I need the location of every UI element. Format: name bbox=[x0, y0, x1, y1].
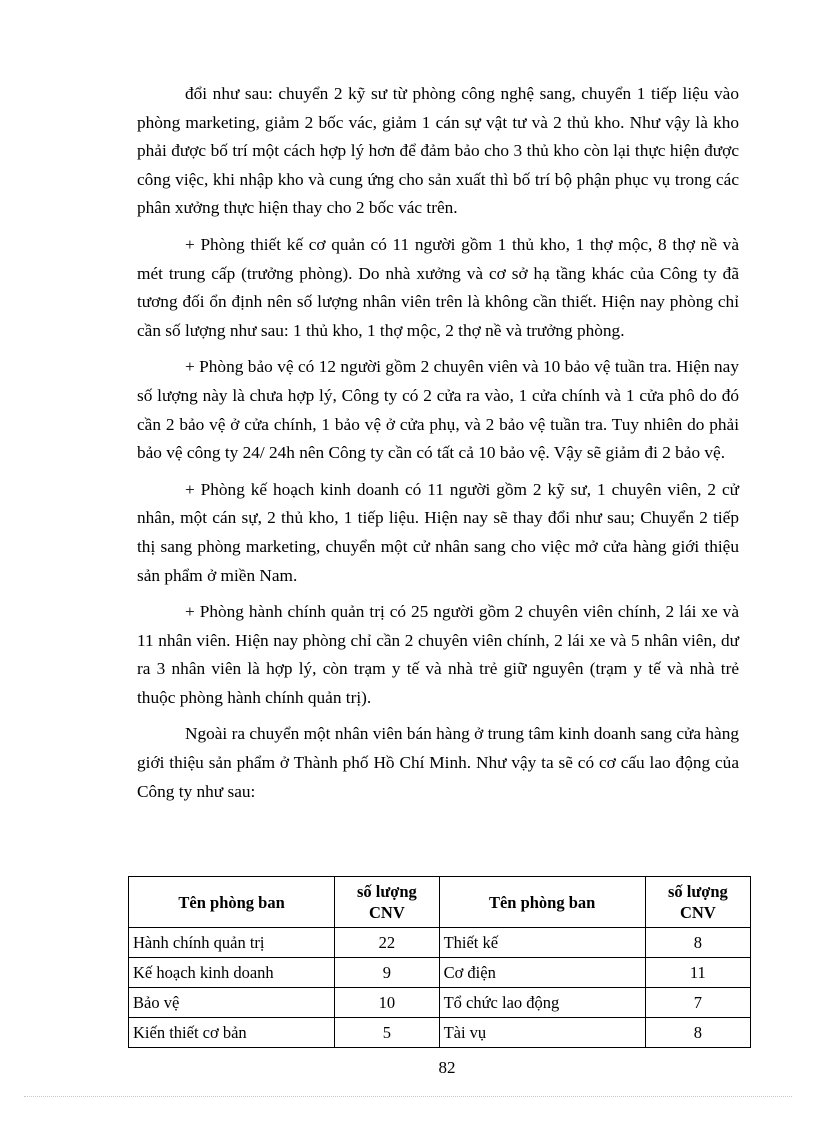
header-department-2: Tên phòng ban bbox=[439, 877, 645, 928]
staff-count: 9 bbox=[335, 958, 439, 988]
department-name: Bảo vệ bbox=[129, 988, 335, 1018]
header-staff-count-1: số lượng CNV bbox=[335, 877, 439, 928]
department-name: Tài vụ bbox=[439, 1018, 645, 1048]
table-row bbox=[129, 928, 751, 958]
document-body bbox=[137, 80, 739, 806]
paragraph-security-dept: + Phòng bảo vệ có 12 người gồm 2 chuyên viên và 10 bảo vệ tuần tra. Hiện nay số lượng này là chưa hợp lý, Công ty có 2 cửa ra vào, 1 cửa chính và 1 cửa phô do đó cần 2 bảo vệ ở cửa chính, 1 bảo vệ ở cửa phụ, và 2 bảo vệ tuần tra. Tuy nhiên do phải bảo vệ công ty 24/ 24h nên Công ty cần có tất cả 10 bảo vệ. Vậy sẽ giảm đi 2 bảo vệ. bbox=[137, 357, 739, 463]
footer-divider bbox=[24, 1096, 792, 1097]
staff-count: 7 bbox=[645, 988, 750, 1018]
page-number: 82 bbox=[438, 1058, 456, 1077]
table-row bbox=[129, 988, 751, 1018]
header-staff-count-2: số lượng CNV bbox=[645, 877, 750, 928]
paragraph-planning-dept: + Phòng kế hoạch kinh doanh có 11 người gồm 2 kỹ sư, 1 chuyên viên, 2 cử nhân, một cán sự, 2 thủ kho, 1 tiếp liệu. Hiện nay sẽ thay đổi như sau; Chuyển 2 tiếp thị sang phòng marketing, chuyển một cử nhân sang cho việc mở cửa hàng giới thiệu sản phẩm ở miền Nam. bbox=[137, 479, 739, 585]
table-row bbox=[129, 1018, 751, 1048]
staff-count: 11 bbox=[645, 958, 750, 988]
paragraph-design-dept: + Phòng thiết kế cơ quản có 11 người gồm 1 thủ kho, 1 thợ mộc, 8 thợ nề và mét trung cấp (trưởng phòng). Do nhà xưởng và cơ sở hạ tầng khác của Công ty đã tương đối ổn định nên số lượng nhân viên trên là không cần thiết. Hiện nay phòng chỉ cần số lượng như sau: 1 thủ kho, 1 thợ mộc, 2 thợ nề và trưởng phòng. bbox=[137, 234, 739, 340]
table-header-row bbox=[129, 877, 751, 928]
paragraph-continuation: đổi như sau: chuyển 2 kỹ sư từ phòng công nghệ sang, chuyển 1 tiếp liệu vào phòng marketing, giảm 2 bốc vác, giảm 1 cán sự vật tư và 2 thủ kho. Như vậy là kho phải được bố trí một cách hợp lý hơn để đảm bảo cho 3 thủ kho còn lại thực hiện được công việc, khi nhập kho và cung ứng cho sản xuất thì bố trí bộ phận phục vụ trong các phân xưởng thực hiện thay cho 2 bốc vác trên. bbox=[137, 84, 739, 218]
paragraph-admin-dept: + Phòng hành chính quản trị có 25 người gồm 2 chuyên viên chính, 2 lái xe và 11 nhân viên. Hiện nay phòng chỉ cần 2 chuyên viên chính, 2 lái xe và 5 nhân viên, dư ra 3 nhân viên là hợp lý, còn trạm y tế và nhà trẻ giữ nguyên (trạm y tế và nhà trẻ thuộc phòng hành chính quản trị). bbox=[137, 602, 739, 707]
staff-structure-table bbox=[128, 876, 751, 1048]
department-name: Kiến thiết cơ bản bbox=[129, 1018, 335, 1048]
staff-count: 8 bbox=[645, 1018, 750, 1048]
table-row bbox=[129, 958, 751, 988]
department-name: Cơ điện bbox=[439, 958, 645, 988]
staff-count: 22 bbox=[335, 928, 439, 958]
department-name: Hành chính quản trị bbox=[129, 928, 335, 958]
department-name: Thiết kế bbox=[439, 928, 645, 958]
header-department-1: Tên phòng ban bbox=[129, 877, 335, 928]
staff-count: 8 bbox=[645, 928, 750, 958]
department-name: Tổ chức lao động bbox=[439, 988, 645, 1018]
staff-count: 5 bbox=[335, 1018, 439, 1048]
staff-count: 10 bbox=[335, 988, 439, 1018]
department-name: Kế hoạch kinh doanh bbox=[129, 958, 335, 988]
paragraph-conclusion: Ngoài ra chuyển một nhân viên bán hàng ở trung tâm kinh doanh sang cửa hàng giới thiệu sản phẩm ở Thành phố Hồ Chí Minh. Như vậy ta sẽ có cơ cấu lao động của Công ty như sau: bbox=[137, 724, 739, 801]
